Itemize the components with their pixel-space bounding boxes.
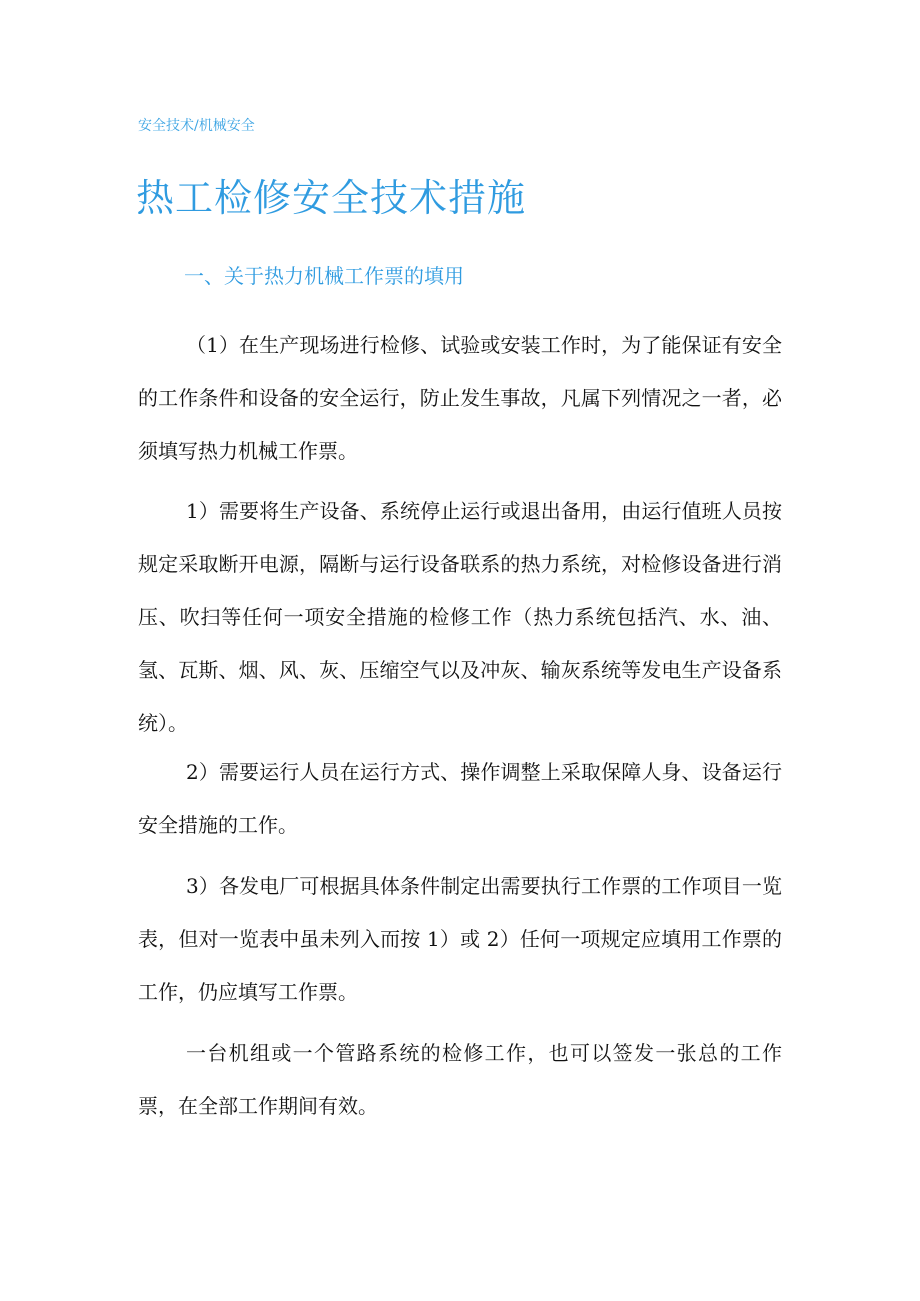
breadcrumb: 安全技术/机械安全 xyxy=(138,118,255,134)
paragraph-4: 3）各发电厂可根据具体条件制定出需要执行工作票的工作项目一览表，但对一览表中虽未列入而按 1）或 2）任何一项规定应填用工作票的工作，仍应填写工作票。 xyxy=(138,874,782,1004)
paragraph-3: 2）需要运行人员在运行方式、操作调整上采取保障人身、设备运行安全措施的工作。 xyxy=(138,760,782,837)
paragraph-5: 一台机组或一个管路系统的检修工作，也可以签发一张总的工作票，在全部工作期间有效。 xyxy=(138,1041,782,1118)
paragraph-2: 1）需要将生产设备、系统停止运行或退出备用，由运行值班人员按规定采取断开电源，隔断与运行设备联系的热力系统，对检修设备进行消压、吹扫等任何一项安全措施的检修工作（热力系统包括汽、水、油、氢、瓦斯、烟、风、灰、压缩空气以及冲灰、输灰系统等发电生产设备系统）。 xyxy=(138,499,782,735)
section-heading: 一、关于热力机械工作票的填用 xyxy=(184,264,464,288)
page-title: 热工检修安全技术措施 xyxy=(136,176,527,220)
paragraph-1: （1）在生产现场进行检修、试验或安装工作时，为了能保证有安全的工作条件和设备的安全运行，防止发生事故，凡属下列情况之一者，必须填写热力机械工作票。 xyxy=(138,333,782,463)
